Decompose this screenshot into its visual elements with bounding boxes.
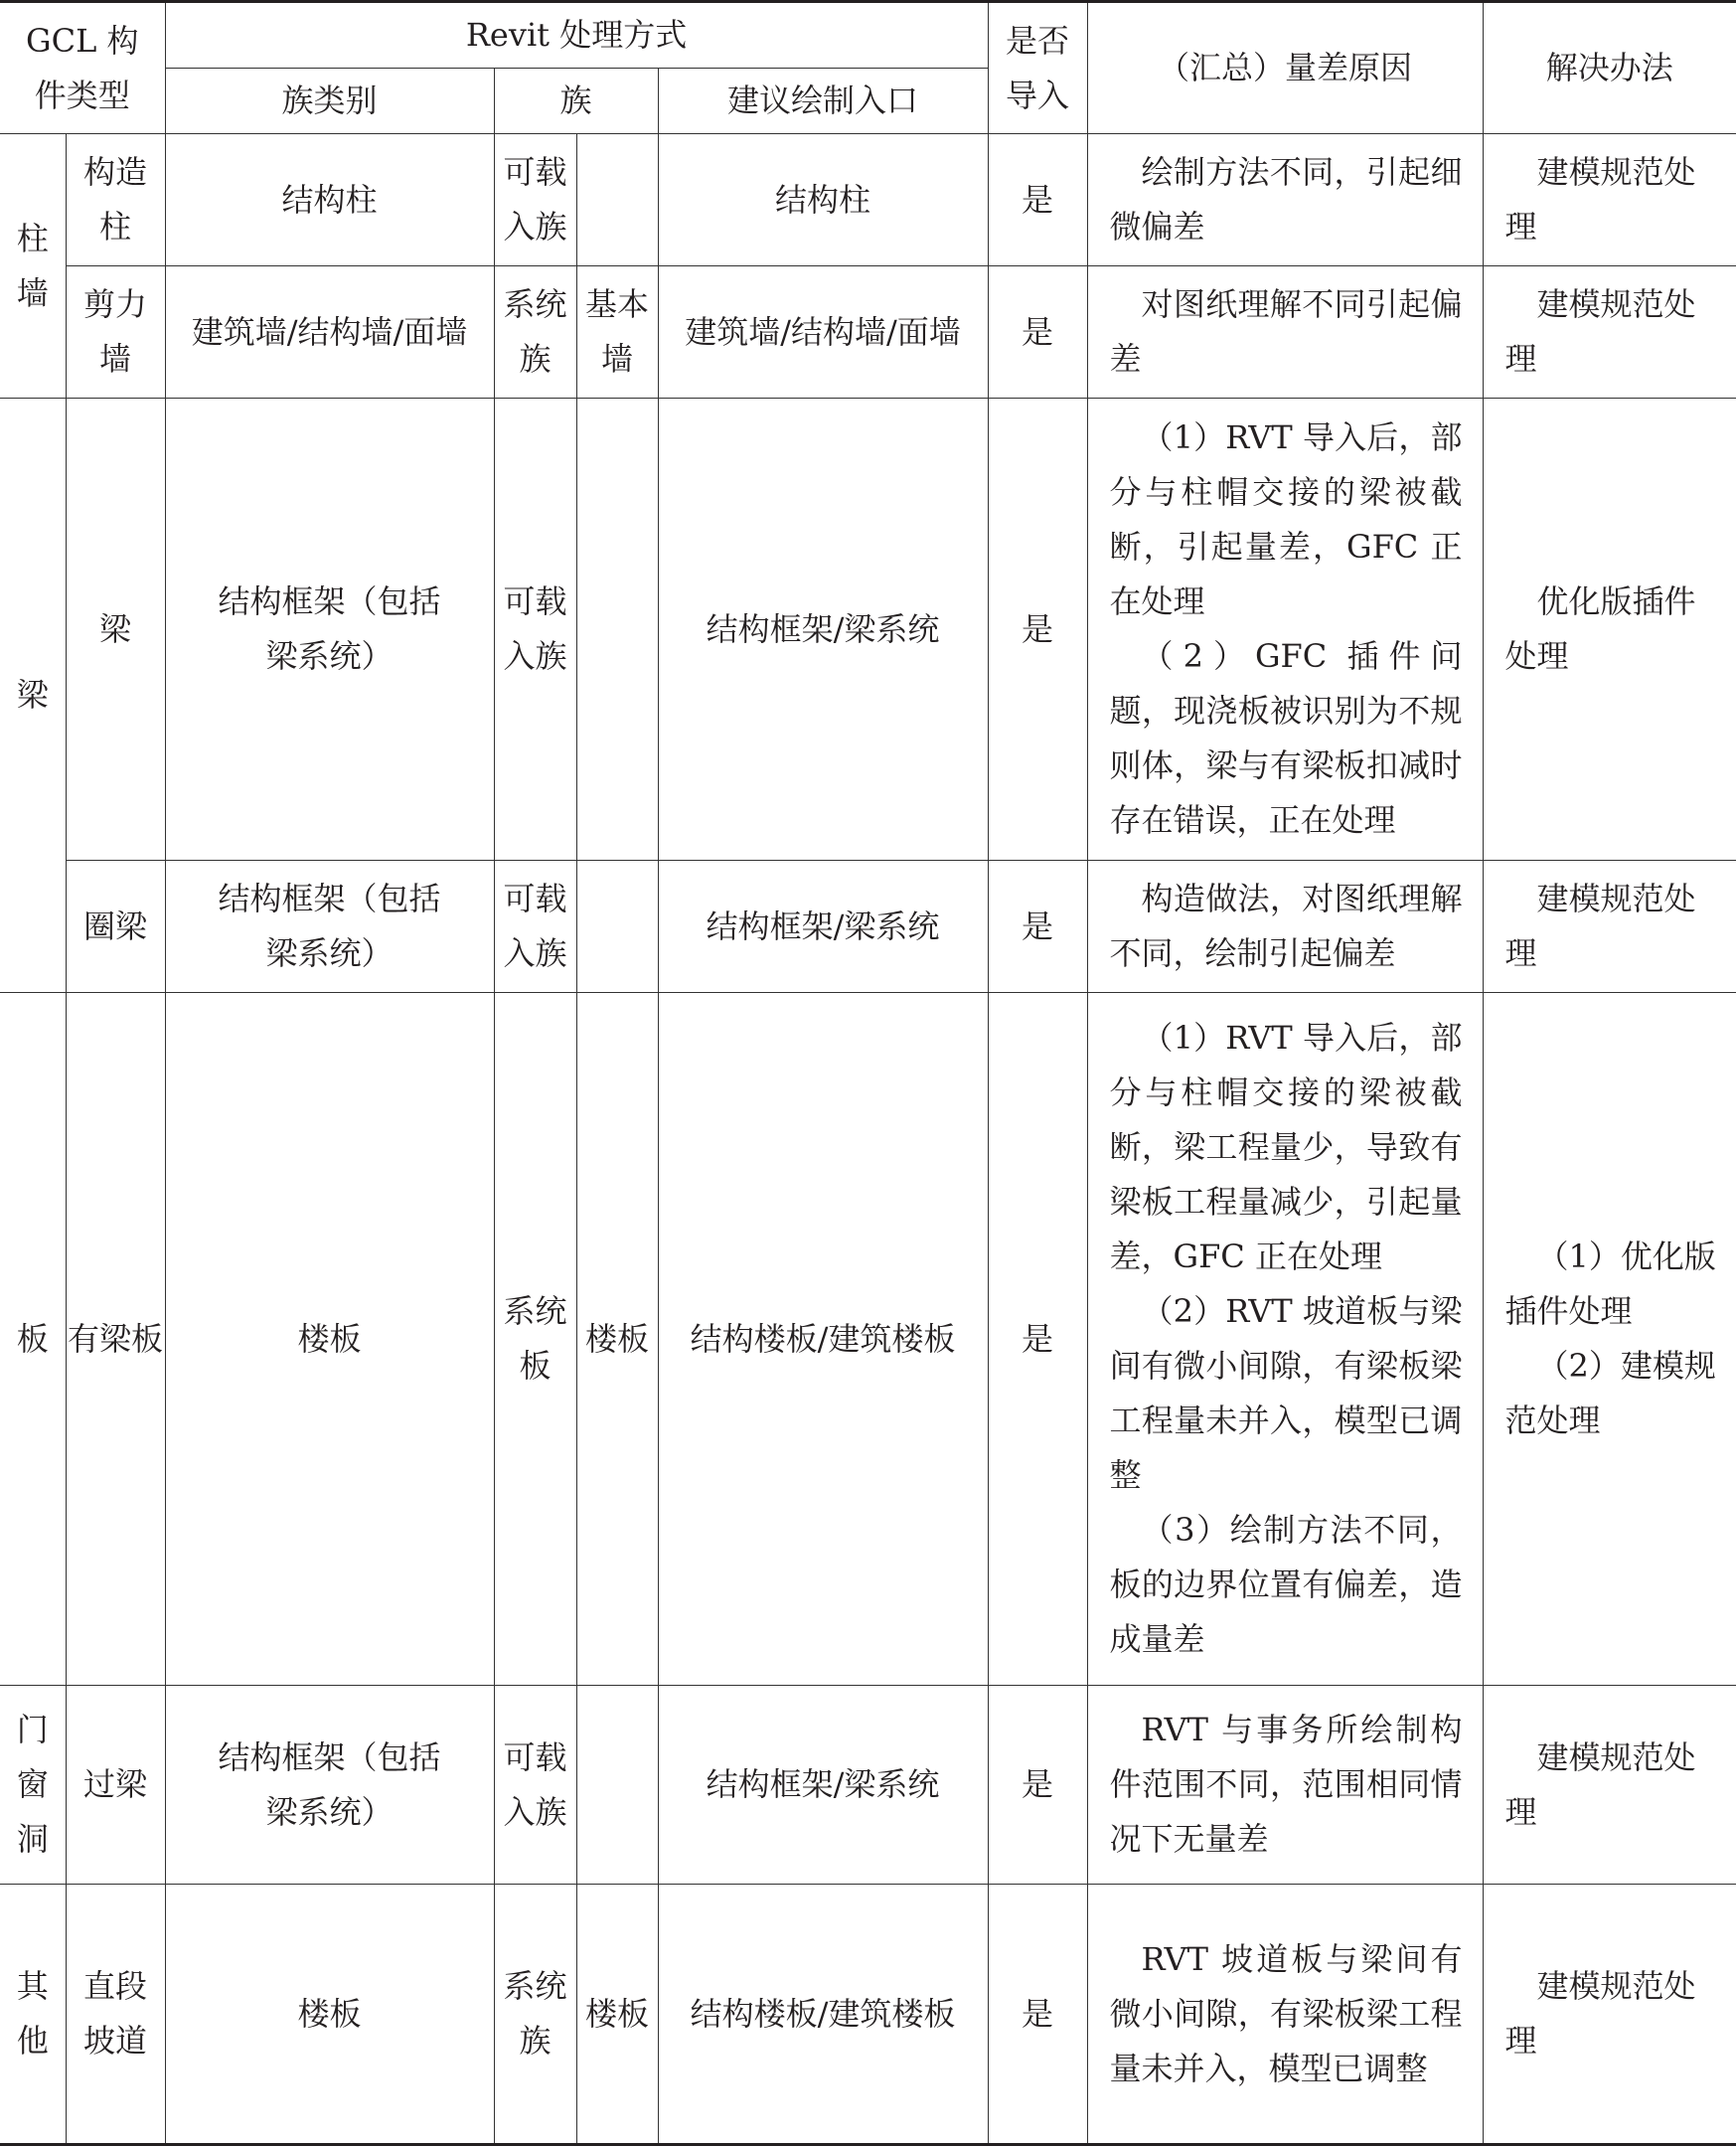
reason-text: 对图纸理解不同引起偏差 [1109, 285, 1463, 378]
entry-cell: 建筑墙/结构墙/面墙 [658, 266, 988, 399]
entry-cell: 结构框架/梁系统 [658, 399, 988, 861]
reason-text: （2）GFC 插件问题，现浇板被识别为不规则体，梁与有梁板扣减时存在错误，正在处理 [1109, 637, 1463, 839]
entry-cell: 结构框架/梁系统 [658, 1686, 988, 1885]
category-cell: 结构框架（包括梁系统） [165, 861, 494, 993]
component-cell: 过梁 [66, 1686, 165, 1885]
reason-cell [1087, 266, 1483, 399]
imported-cell: 是 [988, 266, 1087, 399]
reason-text: 绘制方法不同，引起细微偏差 [1109, 153, 1463, 246]
group-beam: 梁 [0, 399, 66, 993]
header-family-category: 族类别 [165, 69, 494, 134]
component-cell: 有梁板 [66, 993, 165, 1686]
solution-text: 优化版插件处理 [1504, 582, 1696, 675]
group-opening: 门窗洞 [0, 1686, 66, 1885]
imported-cell: 是 [988, 861, 1087, 993]
reason-cell [1087, 399, 1483, 861]
solution-cell [1483, 1885, 1736, 2145]
component-cell: 圈梁 [66, 861, 165, 993]
solution-text: 建模规范处理 [1504, 285, 1696, 378]
imported-cell: 是 [988, 134, 1087, 266]
reason-text: RVT 与事务所绘制构件范围不同，范围相同情况下无量差 [1109, 1711, 1463, 1858]
solution-cell [1483, 861, 1736, 993]
category-cell: 建筑墙/结构墙/面墙 [165, 266, 494, 399]
reason-text: 构造做法，对图纸理解不同，绘制引起偏差 [1109, 880, 1463, 972]
imported-cell: 是 [988, 993, 1087, 1686]
reason-cell [1087, 134, 1483, 266]
entry-cell: 结构楼板/建筑楼板 [658, 993, 988, 1686]
category-cell: 结构框架（包括梁系统） [165, 399, 494, 861]
entry-cell: 结构楼板/建筑楼板 [658, 1885, 988, 2145]
reason-text: （1）RVT 导入后，部分与柱帽交接的梁被截断，引起量差，GFC 正在处理 [1109, 418, 1463, 620]
family-name-cell [576, 861, 658, 993]
group-column-wall: 柱墙 [0, 134, 66, 399]
family-type-cell: 可载入族 [494, 134, 576, 266]
family-type-cell: 系统族 [494, 1885, 576, 2145]
solution-text: （2）建模规范处理 [1504, 1347, 1716, 1439]
header-revit-method: Revit 处理方式 [165, 2, 988, 69]
imported-cell: 是 [988, 399, 1087, 861]
family-type-cell: 可载入族 [494, 861, 576, 993]
reason-text: （2）RVT 坡道板与梁间有微小间隙，有梁板梁工程量未并入，模型已调整 [1109, 1292, 1463, 1494]
family-name-cell [576, 1686, 658, 1885]
reason-cell [1087, 993, 1483, 1686]
solution-cell [1483, 134, 1736, 266]
table-row [0, 266, 1736, 399]
family-type-cell: 可载入族 [494, 399, 576, 861]
reason-cell [1087, 861, 1483, 993]
family-type-cell: 可载入族 [494, 1686, 576, 1885]
family-name-cell: 楼板 [576, 993, 658, 1686]
header-gcl-type: GCL 构件类型 [0, 2, 165, 134]
component-cell: 直段坡道 [66, 1885, 165, 2145]
reason-text: RVT 坡道板与梁间有微小间隙，有梁板梁工程量未并入，模型已调整 [1109, 1939, 1463, 2087]
reason-cell [1087, 1885, 1483, 2145]
component-cell: 构造柱 [66, 134, 165, 266]
family-name-cell: 基本墙 [576, 266, 658, 399]
group-slab: 板 [0, 993, 66, 1686]
solution-text: 建模规范处理 [1504, 880, 1696, 972]
group-other: 其他 [0, 1885, 66, 2145]
table-row [0, 1885, 1736, 2145]
category-cell: 楼板 [165, 1885, 494, 2145]
header-solution: 解决办法 [1483, 2, 1736, 134]
entry-cell: 结构柱 [658, 134, 988, 266]
solution-text: 建模规范处理 [1504, 1737, 1696, 1831]
solution-text: （1）优化版插件处理 [1504, 1238, 1716, 1330]
table-row [0, 993, 1736, 1686]
solution-text: 建模规范处理 [1504, 153, 1696, 246]
category-cell: 楼板 [165, 993, 494, 1686]
solution-cell [1483, 1686, 1736, 1885]
imported-cell: 是 [988, 1686, 1087, 1885]
solution-cell [1483, 266, 1736, 399]
category-cell: 结构框架（包括梁系统） [165, 1686, 494, 1885]
family-name-cell [576, 399, 658, 861]
table-row [0, 134, 1736, 266]
category-cell: 结构柱 [165, 134, 494, 266]
imported-cell: 是 [988, 1885, 1087, 2145]
reason-cell [1087, 1686, 1483, 1885]
family-name-cell: 楼板 [576, 1885, 658, 2145]
family-type-cell: 系统族 [494, 266, 576, 399]
solution-cell [1483, 993, 1736, 1686]
table-row [0, 861, 1736, 993]
solution-cell [1483, 399, 1736, 861]
solution-text: 建模规范处理 [1504, 1967, 1696, 2060]
table-row [0, 1686, 1736, 1885]
header-draw-entry: 建议绘制入口 [658, 69, 988, 134]
family-name-cell [576, 134, 658, 266]
reason-text: （3）绘制方法不同，板的边界位置有偏差，造成量差 [1109, 1511, 1463, 1658]
header-family: 族 [494, 69, 658, 134]
header-reason: （汇总）量差原因 [1087, 2, 1483, 134]
reason-text: （1）RVT 导入后，部分与柱帽交接的梁被截断，梁工程量少，导致有梁板工程量减少，引起量差，GFC 正在处理 [1109, 1019, 1463, 1275]
table-row [0, 399, 1736, 861]
component-cell: 梁 [66, 399, 165, 861]
entry-cell: 结构框架/梁系统 [658, 861, 988, 993]
family-type-cell: 系统板 [494, 993, 576, 1686]
component-cell: 剪力墙 [66, 266, 165, 399]
header-imported: 是否导入 [988, 2, 1087, 134]
